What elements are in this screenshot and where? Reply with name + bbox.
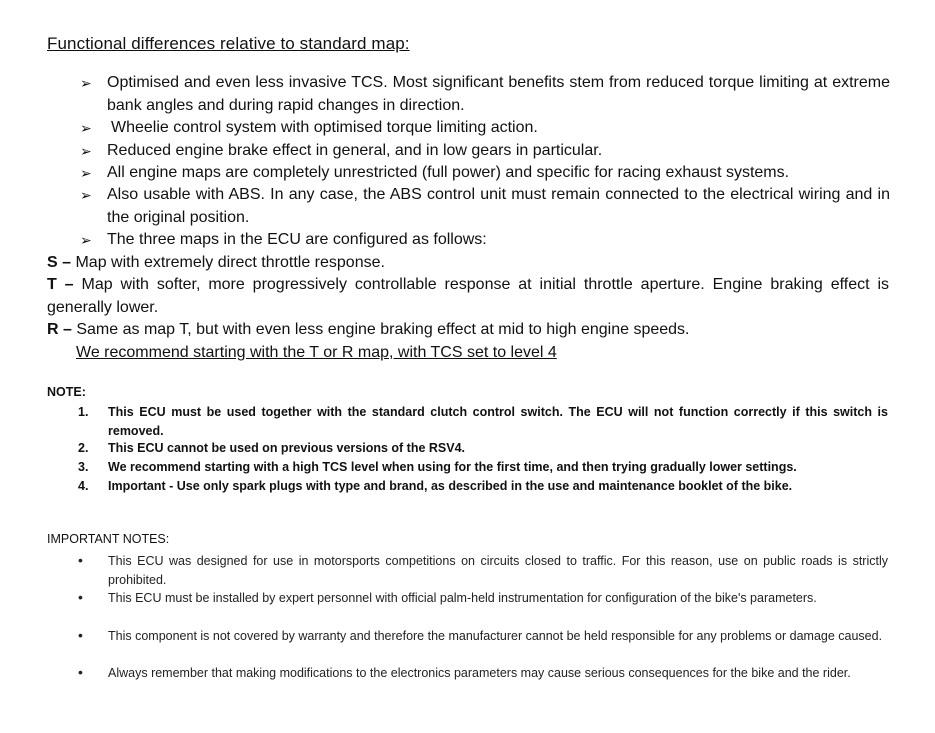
map-description (47, 252, 889, 275)
note-number: 2. (78, 441, 89, 455)
important-notes-heading: IMPORTANT NOTES: (47, 532, 170, 546)
note-text: This ECU cannot be used on previous versions of the RSV4. (108, 441, 466, 455)
bullet-icon: • (78, 664, 83, 680)
arrow-bullet-icon: ➢ (80, 120, 92, 136)
important-note-item (78, 552, 888, 589)
important-note-item (78, 589, 888, 608)
recommendation-text: We recommend starting with the T or R map, with TCS set to level 4 (76, 344, 557, 361)
map-dash: – (56, 276, 82, 293)
feature-item (80, 140, 890, 163)
feature-text: Reduced engine brake effect in general, and in low gears in particular. (107, 142, 603, 159)
map-text: Map with extremely direct throttle response. (75, 254, 385, 271)
note-item (78, 439, 888, 458)
note-number: 3. (78, 460, 89, 474)
map-dash: – (58, 321, 77, 338)
feature-item (80, 117, 890, 140)
important-note-text: This ECU must be installed by expert personnel with official palm-held instrumentation for configuration of the bike's parameters. (108, 591, 817, 605)
feature-text: All engine maps are completely unrestricted (full power) and specific for racing exhaust systems. (107, 164, 790, 181)
important-note-text: This ECU was designed for use in motorsports competitions on circuits closed to traffic. For this reason, use on public roads is strictly prohibited. (108, 554, 888, 587)
map-description (47, 319, 889, 342)
note-item (78, 458, 888, 477)
map-letter: S (47, 254, 58, 271)
note-text: Important - Use only spark plugs with type and brand, as described in the use and maintenance booklet of the bike. (108, 479, 793, 493)
note-item (78, 403, 888, 440)
note-item (78, 477, 888, 496)
bullet-icon: • (78, 627, 83, 643)
note-text: We recommend starting with a high TCS level when using for the first time, and then trying gradually lower settings. (108, 460, 797, 474)
important-note-item (78, 664, 888, 683)
feature-item (80, 184, 890, 229)
arrow-bullet-icon: ➢ (80, 143, 92, 159)
map-text: Map with softer, more progressively controllable response at initial throttle aperture. Engine braking effect is generally lower. (47, 276, 890, 316)
feature-text: The three maps in the ECU are configured as follows: (107, 231, 487, 248)
feature-item (80, 72, 890, 117)
feature-item (80, 162, 890, 185)
map-description (47, 274, 889, 319)
note-heading: NOTE: (47, 385, 86, 399)
arrow-bullet-icon: ➢ (80, 232, 92, 248)
map-letter: T (47, 276, 57, 293)
note-number: 1. (78, 405, 89, 419)
note-number: 4. (78, 479, 89, 493)
arrow-bullet-icon: ➢ (80, 75, 92, 91)
map-text: Same as map T, but with even less engine braking effect at mid to high engine speeds. (76, 321, 690, 338)
bullet-icon: • (78, 589, 83, 605)
important-note-text: Always remember that making modifications to the electronics parameters may cause serious consequences for the bike and the rider. (108, 666, 851, 680)
feature-text: Optimised and even less invasive TCS. Most significant benefits stem from reduced torque limiting at extreme bank angles and during rapid changes in direction. (107, 74, 890, 114)
feature-item (80, 229, 890, 252)
arrow-bullet-icon: ➢ (80, 165, 92, 181)
arrow-bullet-icon: ➢ (80, 187, 92, 203)
map-dash: – (57, 254, 76, 271)
section-title: Functional differences relative to standard map: (47, 34, 410, 53)
map-letter: R (47, 321, 59, 338)
important-note-item (78, 627, 888, 646)
bullet-icon: • (78, 552, 83, 568)
feature-text: Wheelie control system with optimised torque limiting action. (111, 119, 538, 136)
feature-text: Also usable with ABS. In any case, the ABS control unit must remain connected to the electrical wiring and in the original position. (107, 186, 890, 226)
important-note-text: This component is not covered by warranty and therefore the manufacturer cannot be held responsible for any problems or damage caused. (108, 629, 883, 643)
note-text: This ECU must be used together with the standard clutch control switch. The ECU will not function correctly if this switch is removed. (108, 405, 888, 438)
